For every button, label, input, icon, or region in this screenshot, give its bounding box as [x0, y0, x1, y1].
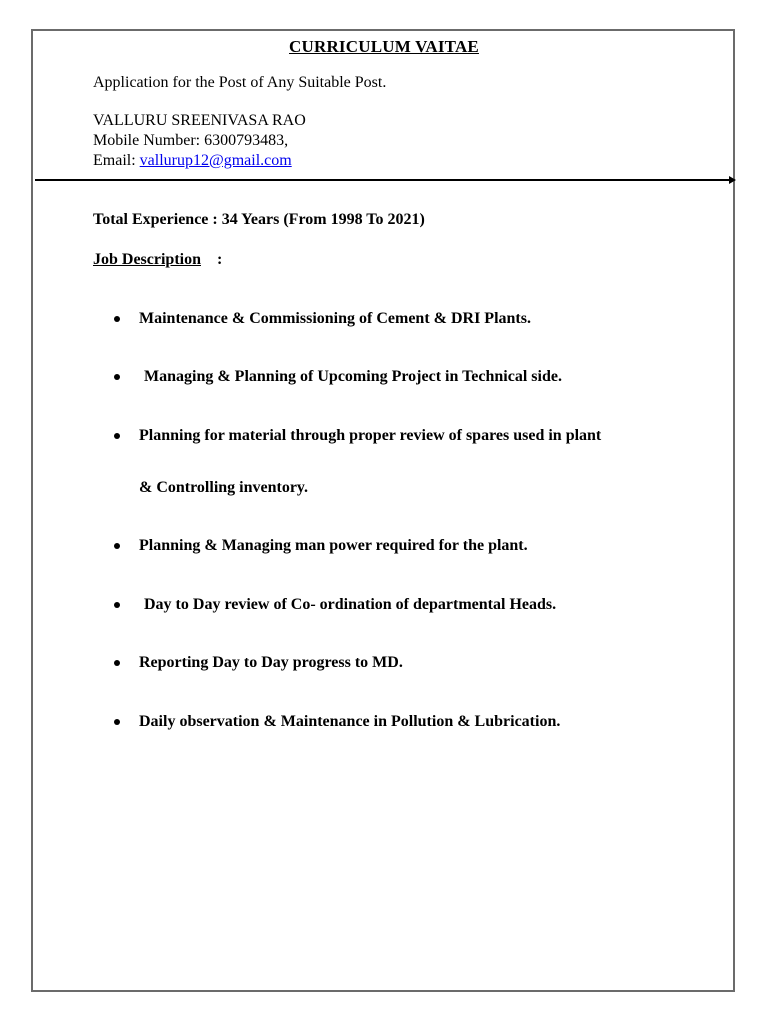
mobile-number: Mobile Number: 6300793483, [93, 132, 289, 149]
application-line: Application for the Post of Any Suitable Post. [93, 74, 387, 91]
bullet-text: Planning for material through proper review of spares used in plant [139, 427, 602, 444]
bullet-icon [114, 433, 120, 439]
divider-arrowhead [729, 176, 736, 184]
bullet-text: Maintenance & Commissioning of Cement & DRI Plants. [139, 310, 531, 327]
bullet-text: Planning & Managing man power required for the plant. [139, 537, 528, 554]
job-description-heading [93, 251, 222, 269]
total-experience: Total Experience : 34 Years (From 1998 To 2021) [93, 211, 425, 228]
bullet-text: Daily observation & Maintenance in Pollution & Lubrication. [139, 713, 561, 730]
bullet-icon [114, 602, 120, 608]
applicant-name: VALLURU SREENIVASA RAO [93, 112, 306, 129]
bullet-continuation: & Controlling inventory. [139, 479, 309, 496]
page-frame [31, 29, 735, 992]
email-link[interactable]: vallurup12@gmail.com [139, 152, 292, 169]
email-line [93, 152, 292, 170]
job-description-label: Job Description [93, 251, 201, 268]
section-divider [35, 179, 729, 181]
bullet-icon [114, 316, 120, 322]
bullet-icon [114, 543, 120, 549]
document-title: CURRICULUM VAITAE [289, 37, 479, 56]
bullet-text: Managing & Planning of Upcoming Project in Technical side. [144, 368, 562, 385]
bullet-icon [114, 660, 120, 666]
job-description-colon: : [217, 251, 223, 268]
email-label: Email: [93, 152, 140, 169]
bullet-icon [114, 374, 120, 380]
bullet-text: Day to Day review of Co- ordination of departmental Heads. [144, 596, 557, 613]
bullet-icon [114, 719, 120, 725]
bullet-text: Reporting Day to Day progress to MD. [139, 654, 403, 671]
